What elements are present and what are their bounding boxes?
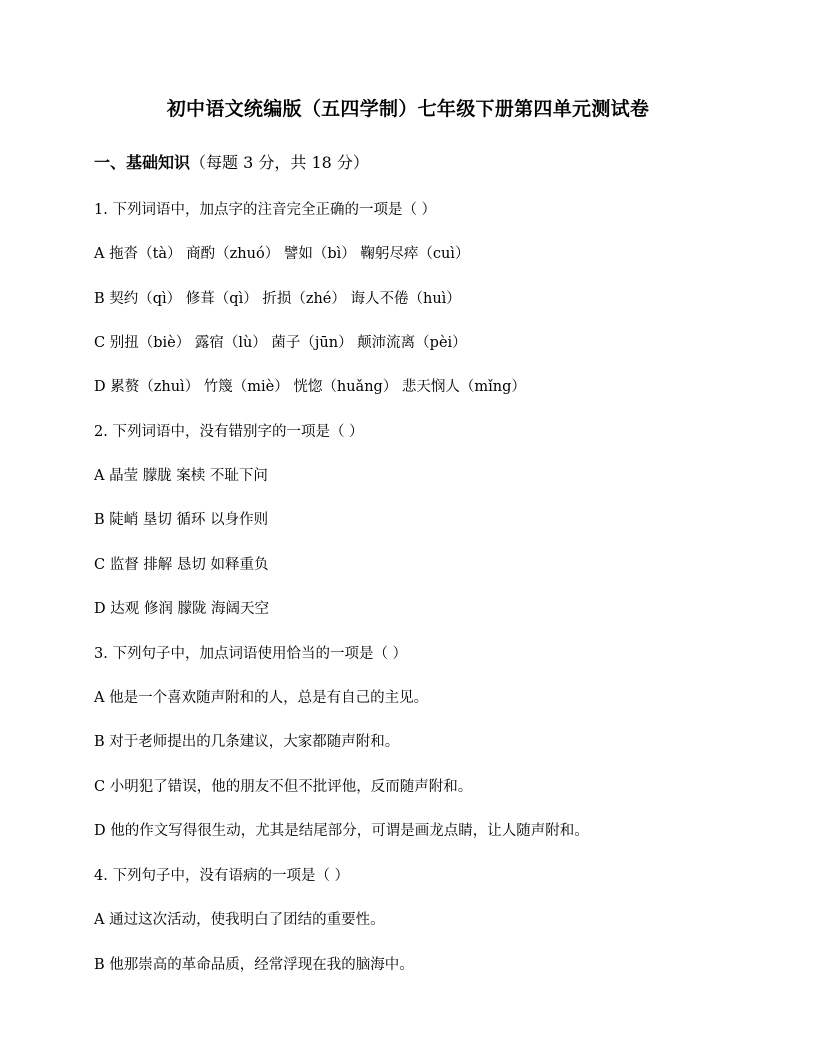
- question-2-stem: 2. 下列词语中，没有错别字的一项是（ ）: [94, 424, 364, 440]
- question-1-stem: 1. 下列词语中，加点字的注音完全正确的一项是（ ）: [94, 202, 437, 218]
- question-1-option-d: D 累赘（zhuì） 竹篾（miè） 恍惚（huǎng） 悲天悯人（mǐng）: [94, 379, 526, 395]
- question-2-option-c: C 监督 排解 恳切 如释重负: [94, 557, 269, 573]
- question-3-option-a: A 他是一个喜欢随声附和的人，总是有自己的主见。: [94, 690, 429, 706]
- section-heading: [94, 150, 369, 173]
- question-1-option-a: A 拖沓（tà） 商酌（zhuó） 譬如（bì） 鞠躬尽瘁（cuì）: [94, 246, 470, 262]
- question-4-stem: 4. 下列句子中，没有语病的一项是（ ）: [94, 868, 350, 884]
- section-heading-label: 一、基础知识: [94, 153, 191, 172]
- question-2-option-a: A 晶莹 朦胧 案椟 不耻下问: [94, 468, 268, 484]
- question-4-option-b: B 他那崇高的革命品质，经常浮现在我的脑海中。: [94, 957, 414, 973]
- question-3-option-b: B 对于老师提出的几条建议，大家都随声附和。: [94, 734, 400, 750]
- question-1-option-b: B 契约（qì） 修葺（qì） 折损（zhé） 诲人不倦（huì）: [94, 291, 461, 307]
- section-heading-score-note: （每题 3 分，共 18 分）: [190, 153, 369, 172]
- question-4-option-a: A 通过这次活动，使我明白了团结的重要性。: [94, 912, 385, 928]
- question-3-option-d: D 他的作文写得很生动，尤其是结尾部分，可谓是画龙点睛，让人随声附和。: [94, 823, 589, 839]
- question-3-stem: 3. 下列句子中，加点词语使用恰当的一项是（ ）: [94, 646, 408, 662]
- question-1-option-c: C 别扭（biè） 露宿（lù） 菌子（jūn） 颠沛流离（pèi）: [94, 335, 467, 351]
- page-title: 初中语文统编版（五四学制）七年级下册第四单元测试卷: [166, 98, 650, 120]
- question-2-option-d: D 达观 修润 朦陇 海阔天空: [94, 601, 270, 617]
- question-2-option-b: B 陡峭 垦切 循环 以身作则: [94, 512, 269, 528]
- question-3-option-c: C 小明犯了错误，他的朋友不但不批评他，反而随声附和。: [94, 779, 473, 795]
